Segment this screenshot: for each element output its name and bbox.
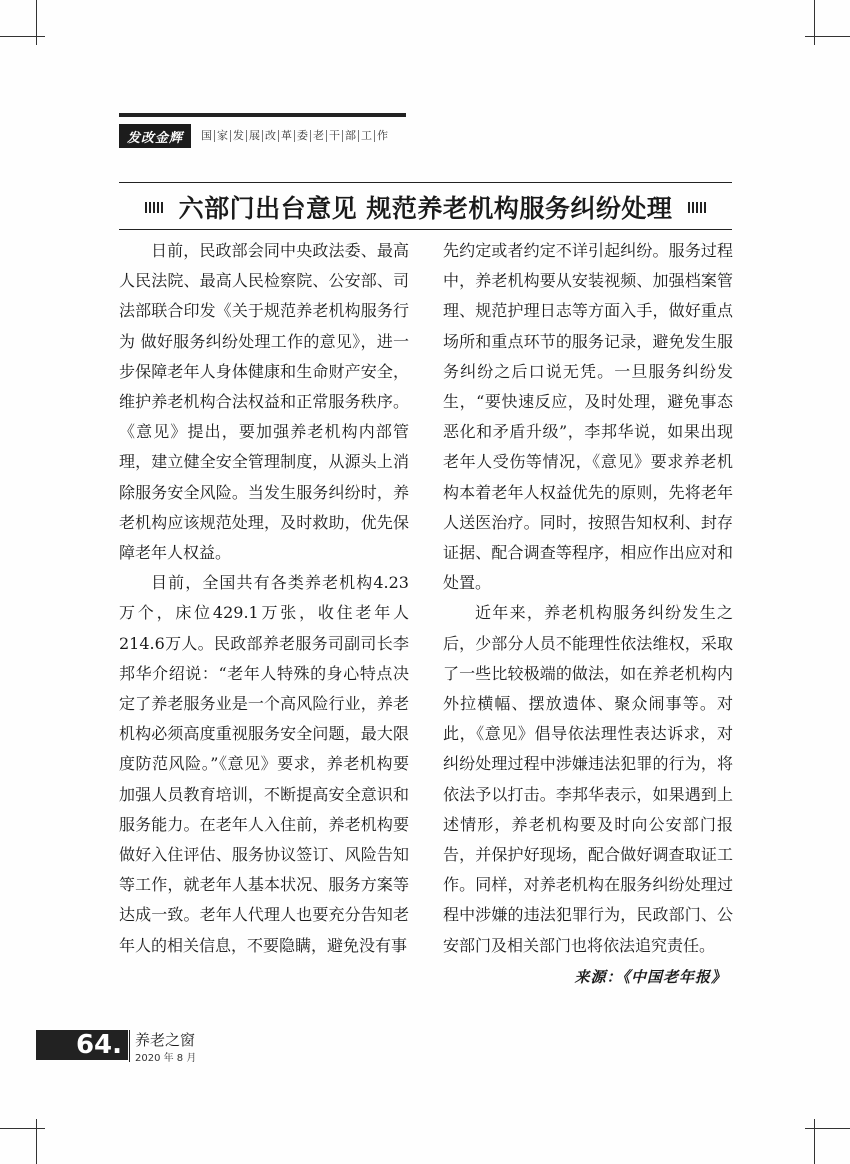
sequence-char: 国 [201, 129, 213, 142]
title-row [119, 187, 732, 227]
magazine-name: 养老之窗 [135, 1031, 196, 1049]
crop-mark [805, 36, 850, 37]
section-badge: 发改金辉 [119, 124, 191, 148]
folio-bar [36, 1030, 128, 1060]
sequence-char: 部 [342, 130, 358, 142]
sequence-char: 家 [214, 130, 230, 142]
title-ornament-right [688, 201, 706, 213]
sequence-char: 展 [246, 130, 262, 142]
article-paragraph-continuation: 先约定或者约定不详引起纠纷。服务过程中，养老机构要从安装视频、加强档案管理、规范护理日志等方面入手，做好重点场所和重点环节的服务记录，避免发生服务纠纷之后口说无凭。一旦服务纠纷发生，“要快速反应，及时处理，避免事态恶化和矛盾升级”，李邦华说，如果出现老年人受伤等情况，《意见》要求养老机构本着老年人权益优先的原则，先将老年人送医治疗。同时，按照告知权利、封存证据、配合调查等程序，相应作出应对和处置。 [443, 241, 733, 593]
issue-date: 2020 年 8 月 [135, 1053, 197, 1064]
sequence-char: 干 [326, 130, 342, 142]
crop-mark [814, 0, 815, 45]
sequence-char: 发 [230, 130, 246, 142]
article-source: 来源：《中国老年报》 [574, 968, 727, 986]
article-paragraph: 日前，民政部会同中央政法委、最高人民法院、最高人民检察院、公安部、司法部联合印发《关于规范养老机构服务行为 做好服务纠纷处理工作的意见》，进一步保障老年人身体健康和生命财产安全，维护养老机构合法权益和正常服务秩序。《意见》提出，要加强养老机构内部管理，建立健全安全管理制度，从源头上消除服务安全风险。当发生服务纠纷时，养老机构应该规范处理，及时救助，优先保障老年人权益。 [119, 241, 409, 563]
article-column-right [443, 236, 733, 961]
article-column-left [119, 236, 409, 961]
crop-mark [805, 1128, 850, 1129]
section-sequence [199, 130, 390, 142]
article-paragraph: 目前，全国共有各类养老机构4.23万个，床位429.1万张，收住老年人214.6万人。民政部养老服务司副司长李邦华介绍说：“老年人特殊的身心特点决定了养老服务业是一个高风险行业，养老机构必须高度重视服务安全问题，最大限度防范风险。”《意见》要求，养老机构要加强人员教育培训，不断提高安全意识和服务能力。在老年人入住前，养老机构要做好入住评估、服务协议签订、风险告知等工作，就老年人基本状况、服务方案等达成一致。老年人代理人也要充分告知老年人的相关信息，不要隐瞒，避免没有事 [119, 573, 409, 955]
title-ornament-left [145, 201, 163, 213]
crop-mark [0, 36, 45, 37]
section-top-bar [119, 113, 406, 117]
section-header [119, 124, 390, 148]
sequence-char: 革 [278, 130, 294, 142]
sequence-char: 老 [310, 130, 326, 142]
article-title: 六部门出台意见 规范养老机构服务纠纷处理 [178, 194, 673, 223]
folio-divider [129, 1030, 130, 1062]
crop-mark [36, 0, 37, 45]
article-paragraph: 近年来，养老机构服务纠纷发生之后，少部分人员不能理性依法维权，采取了一些比较极端的做法，如在养老机构内外拉横幅、摆放遗体、聚众闹事等。对此，《意见》倡导依法理性表达诉求，对纠纷处理过程中涉嫌违法犯罪的行为，将依法予以打击。李邦华表示，如果遇到上述情形，养老机构要及时向公安部门报告，并保护好现场，配合做好调查取证工作。同样，对养老机构在服务纠纷处理过程中涉嫌的违法犯罪行为，民政部门、公安部门及相关部门也将依法追究责任。 [443, 603, 733, 955]
sequence-char: 改 [262, 130, 278, 142]
crop-mark [0, 1128, 45, 1129]
crop-mark [36, 1119, 37, 1164]
title-top-rule [119, 182, 732, 183]
sequence-char: 工 [358, 130, 374, 142]
sequence-char: 委 [294, 130, 310, 142]
crop-mark [814, 1119, 815, 1164]
title-bottom-rule [119, 229, 732, 230]
sequence-char: 作 [374, 130, 390, 142]
page-number: 64. [75, 1030, 122, 1060]
